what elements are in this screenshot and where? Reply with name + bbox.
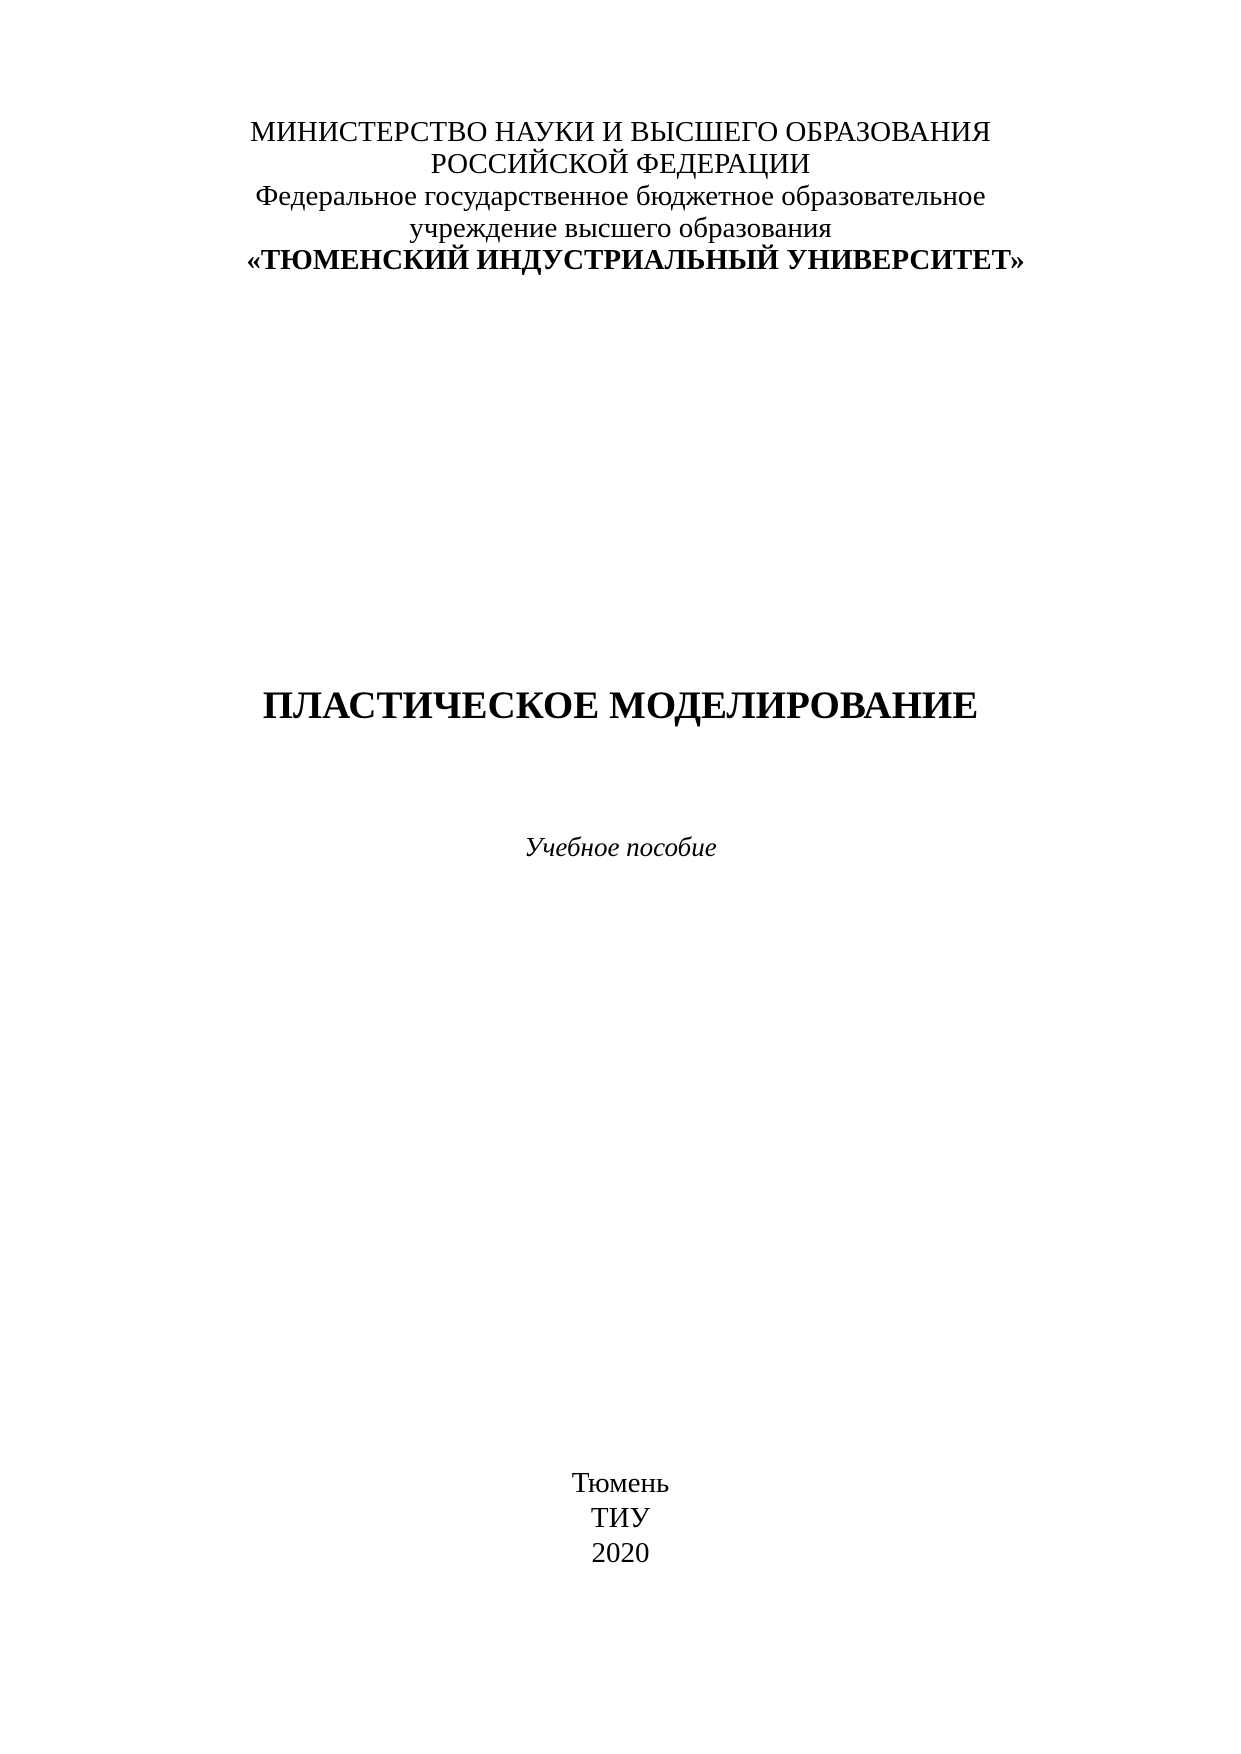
- institution-line-1: Федеральное государственное бюджетное образовательное: [255, 180, 986, 212]
- imprint-city: Тюмень: [571, 1467, 670, 1499]
- document-title: ПЛАСТИЧЕСКОЕ МОДЕЛИРОВАНИЕ: [262, 684, 979, 727]
- ministry-line-2: РОССИЙСКОЙ ФЕДЕРАЦИИ: [430, 148, 811, 180]
- institution-line-2: учреждение высшего образования: [409, 212, 832, 244]
- university-name: «ТЮМЕНСКИЙ ИНДУСТРИАЛЬНЫЙ УНИВЕРСИТЕТ»: [246, 244, 1025, 276]
- document-subtitle: Учебное пособие: [524, 832, 717, 862]
- ministry-line-1: МИНИСТЕРСТВО НАУКИ И ВЫСШЕГО ОБРАЗОВАНИЯ: [250, 116, 991, 148]
- imprint-publisher: ТИУ: [590, 1502, 651, 1534]
- institution-header: [0, 116, 1241, 276]
- imprint-year: 2020: [591, 1537, 650, 1569]
- imprint-footer: [0, 1466, 1241, 1571]
